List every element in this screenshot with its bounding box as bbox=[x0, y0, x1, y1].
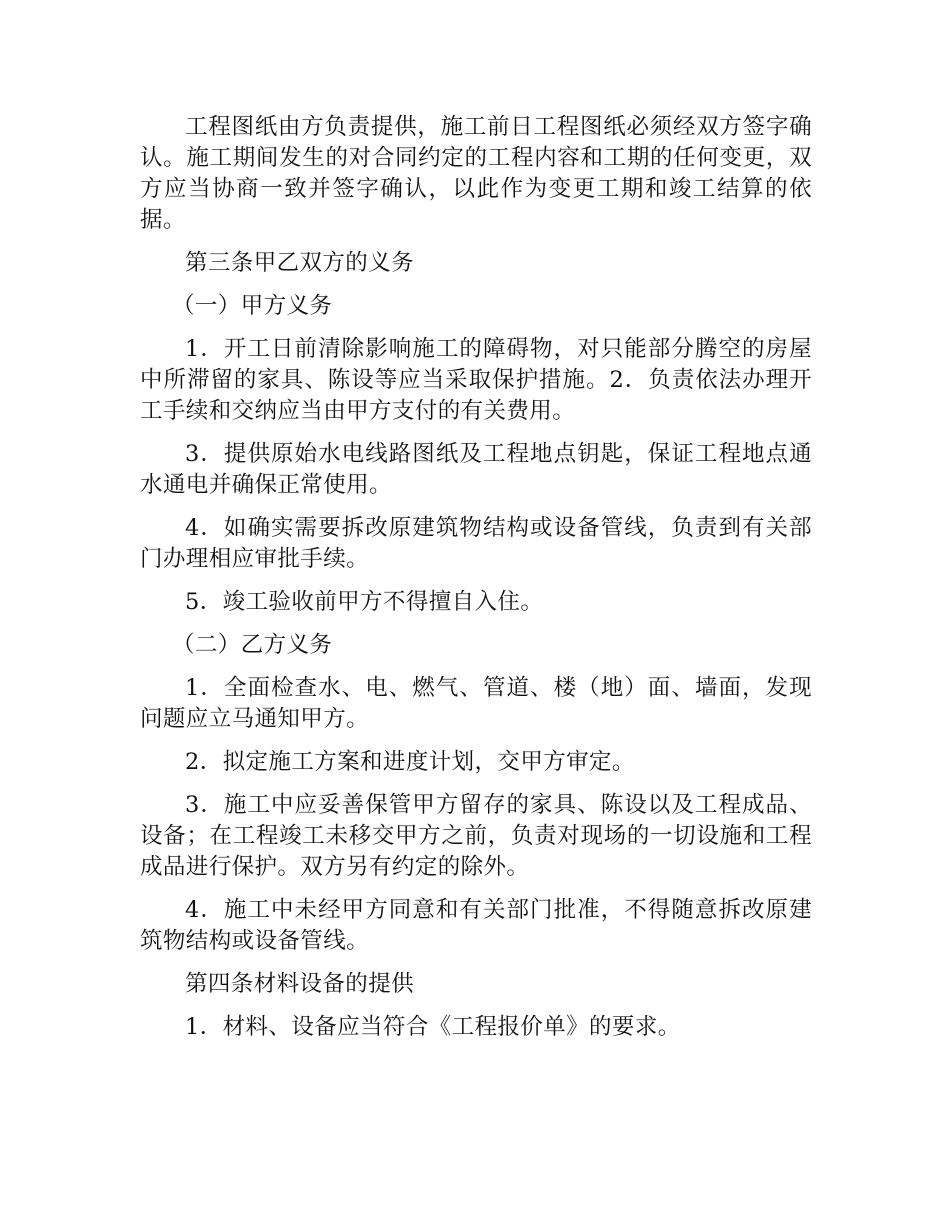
paragraph-a-1-2: 1．开工日前清除影响施工的障碍物，对只能部分腾空的房屋中所滞留的家具、陈设等应当采取保护措施。2．负责依法办理开工手续和交纳应当由甲方支付的有关费用。 bbox=[140, 336, 812, 424]
heading-article-4: 第四条材料设备的提供 bbox=[185, 971, 415, 997]
paragraph-b-2: 2．拟定施工方案和进度计划，交甲方审定。 bbox=[185, 749, 635, 775]
paragraph-b-4: 4．施工中未经甲方同意和有关部门批准，不得随意拆改原建筑物结构或设备管线。 bbox=[140, 897, 812, 954]
subheading-party-b-duties: （二）乙方义务 bbox=[172, 632, 333, 658]
paragraph-b-1: 1．全面检查水、电、燃气、管道、楼（地）面、墙面，发现问题应立马通知甲方。 bbox=[140, 675, 812, 732]
paragraph-a-5: 5．竣工验收前甲方不得擅自入住。 bbox=[185, 589, 544, 615]
paragraph-materials-1: 1．材料、设备应当符合《工程报价单》的要求。 bbox=[185, 1014, 681, 1040]
paragraph-drawings: 工程图纸由方负责提供，施工前日工程图纸必须经双方签字确认。施工期间发生的对合同约定的工程内容和工期的任何变更，双方应当协商一致并签字确认，以此作为变更工期和竣工结算的依据。 bbox=[140, 114, 812, 233]
subheading-party-a-duties: （一）甲方义务 bbox=[172, 293, 333, 319]
document-page bbox=[140, 112, 812, 1055]
paragraph-b-3: 3．施工中应妥善保管甲方留存的家具、陈设以及工程成品、设备；在工程竣工未移交甲方之前，负责对现场的一切设施和工程成品进行保护。双方另有约定的除外。 bbox=[140, 792, 812, 880]
paragraph-a-4: 4．如确实需要拆改原建筑物结构或设备管线，负责到有关部门办理相应审批手续。 bbox=[140, 515, 812, 572]
paragraph-a-3: 3．提供原始水电线路图纸及工程地点钥匙，保证工程地点通水通电并确保正常使用。 bbox=[140, 441, 812, 498]
heading-article-3: 第三条甲乙双方的义务 bbox=[185, 250, 415, 276]
